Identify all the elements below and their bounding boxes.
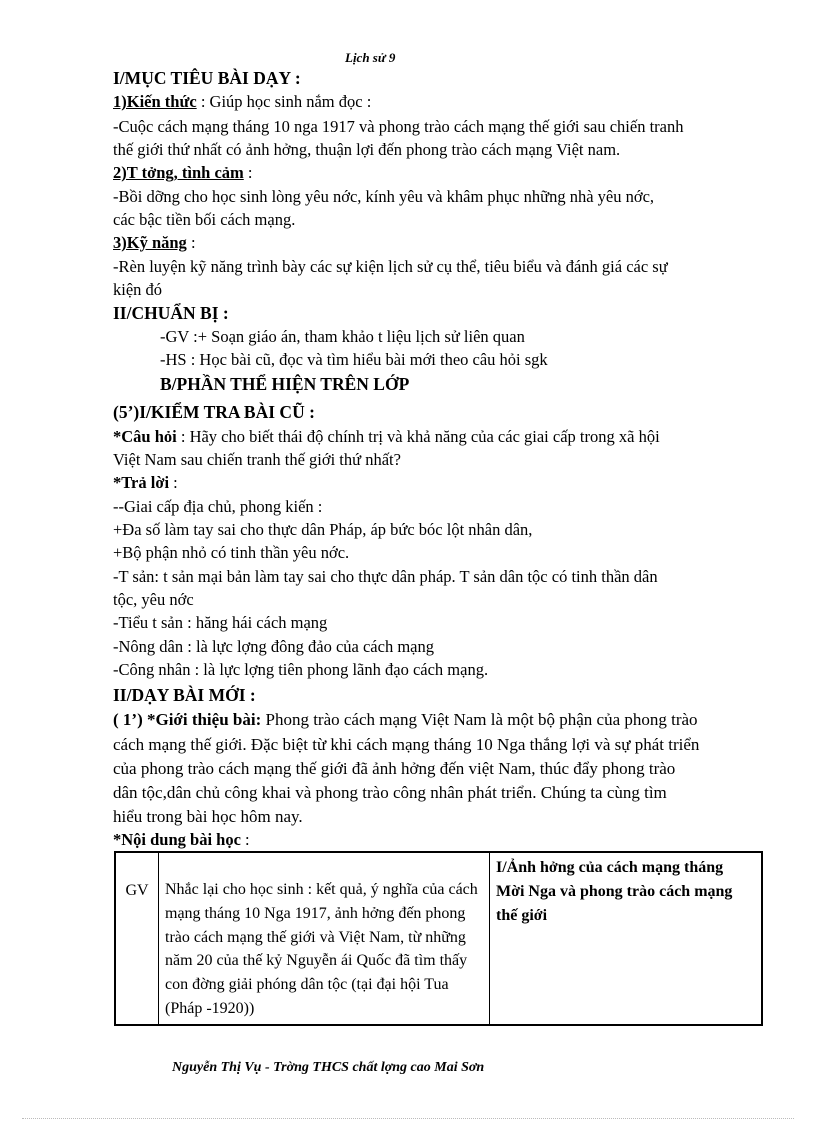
text-line: -HS : Học bài cũ, đọc và tìm hiểu bài mới theo câu hỏi sgk — [160, 350, 548, 369]
subheading-skills: 3)Kỹ năng — [113, 233, 187, 252]
text-line: +Bộ phận nhỏ có tinh thần yêu nớc. — [113, 543, 350, 562]
text-line: hiểu trong bài học hôm nay. — [113, 807, 303, 826]
page-header: Lịch sử 9 — [345, 50, 396, 65]
section-heading-preparation: II/CHUẨN BỊ : — [113, 303, 229, 323]
colon: : — [186, 233, 196, 252]
text-line: thế giới thứ nhất có ảnh hởng, thuận lợi đến phong trào cách mạng Việt nam. — [113, 140, 621, 159]
subheading-attitude: 2)T tởng, tình cảm — [113, 163, 244, 182]
content-heading: *Nội dung bài học — [113, 830, 241, 849]
knowledge-intro: : Giúp học sinh nắm đọc : — [196, 92, 372, 111]
intro-line — [113, 709, 698, 731]
section-heading-review: (5’)I/KIỂM TRA BÀI CŨ : — [113, 402, 315, 422]
question-label: *Câu hỏi — [113, 427, 177, 446]
text-line: cách mạng thế giới. Đặc biệt từ khi cách mạng tháng 10 Nga thắng lợi và sự phát triển — [113, 735, 700, 754]
colon: : — [240, 830, 250, 849]
content-heading-line — [113, 829, 250, 851]
text-line: -Công nhân : là lực lợng tiên phong lãnh đạo cách mạng. — [113, 660, 489, 679]
subheading-attitude-line — [113, 162, 252, 184]
text-line: các bậc tiền bối cách mạng. — [113, 210, 296, 229]
content-cell: I/Ảnh hởng của cách mạng tháng Mời Nga và phong trào cách mạng thế giới — [496, 859, 733, 924]
subheading-knowledge: 1)Kiến thức — [113, 92, 197, 111]
subheading-skills-line — [113, 232, 196, 254]
teacher-cell: GV — [115, 852, 159, 1025]
activity-cell: Nhắc lại cho học sinh : kết quả, ý nghĩa của cách mạng tháng 10 Nga 1917, ảnh hởng đến phong trào cách mạng thế giới và Việt Nam, từ những năm 20 của thế kỷ Nguyễn ái Quốc đã tìm thấy con đờng giải phóng dân tộc (tại đại hội Tua (Pháp -1920)) — [159, 852, 490, 1025]
text-line: --Giai cấp địa chủ, phong kiến : — [113, 497, 323, 516]
text-line: Việt Nam sau chiến tranh thế giới thứ nhất? — [113, 450, 401, 469]
question-line — [113, 426, 660, 448]
section-heading-class: B/PHẦN THỂ HIỆN TRÊN LỚP — [160, 374, 410, 394]
text-line: kiện đó — [113, 280, 163, 299]
text-line: -GV :+ Soạn giáo án, tham khảo t liệu lịch sử liên quan — [160, 327, 525, 346]
answer-line — [113, 472, 178, 494]
section-heading-objectives: I/MỤC TIÊU BÀI DẠY : — [113, 68, 301, 88]
text-line: +Đa số làm tay sai cho thực dân Pháp, áp bức bóc lột nhân dân, — [113, 520, 533, 539]
text-line: -Tiểu t sản : hăng hái cách mạng — [113, 613, 328, 632]
colon: : — [243, 163, 253, 182]
text-line: -Bồi dỡng cho học sinh lòng yêu nớc, kính yêu và khâm phục những nhà yêu nớc, — [113, 187, 655, 206]
text-line: của phong trào cách mạng thế giới đã ảnh hởng đến việt Nam, thúc đẩy phong trào — [113, 759, 676, 778]
text-line: dân tộc,dân chủ công khai và phong trào công nhân phát triển. Chúng ta cùng tìm — [113, 783, 667, 802]
intro-label: ( 1’) *Giới thiệu bài: — [113, 710, 262, 729]
text-line: -Cuộc cách mạng tháng 10 nga 1917 và phong trào cách mạng thế giới sau chiến tranh — [113, 117, 684, 136]
intro-text: Phong trào cách mạng Việt Nam là một bộ phận của phong trào — [261, 710, 698, 729]
page-footer: Nguyễn Thị Vụ - Trờng THCS chất lợng cao Mai Sơn — [172, 1060, 485, 1075]
text-line: -Rèn luyện kỹ năng trình bày các sự kiện lịch sử cụ thể, tiêu biểu và đánh giá các sự — [113, 257, 668, 276]
text-line: -T sản: t sản mại bản làm tay sai cho thực dân pháp. T sản dân tộc có tinh thần dân — [113, 567, 658, 586]
lesson-content-table — [114, 851, 763, 1026]
text-line: -Nông dân : là lực lợng đông đảo của cách mạng — [113, 637, 434, 656]
question-text: : Hãy cho biết thái độ chính trị và khả năng của các giai cấp trong xã hội — [176, 427, 660, 446]
text-line: tộc, yêu nớc — [113, 590, 194, 609]
section-heading-new-lesson: II/DẠY BÀI MỚI : — [113, 685, 256, 705]
table-row — [115, 852, 762, 1025]
colon: : — [169, 473, 178, 492]
subheading-knowledge-line — [113, 91, 371, 113]
answer-label: *Trả lời — [113, 473, 170, 492]
page-bottom-border — [22, 1118, 794, 1119]
